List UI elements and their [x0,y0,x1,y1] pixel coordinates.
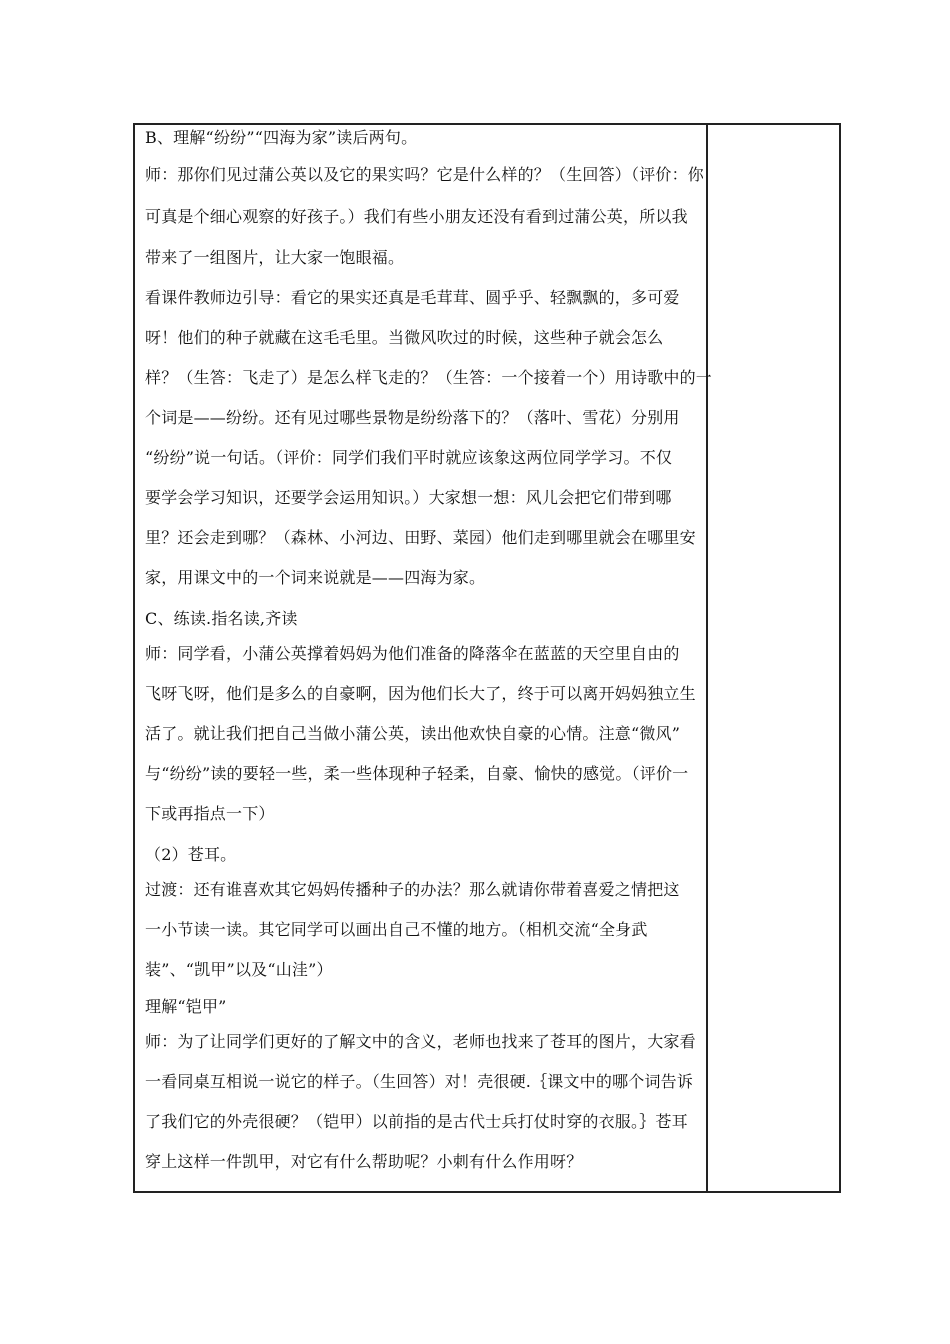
text-line: 里？还会走到哪？（森林、小河边、田野、菜园）他们走到哪里就会在哪里安 [145,528,696,547]
lesson-table [133,123,841,1193]
text-line: 活了。就让我们把自己当做小蒲公英，读出他欢快自豪的心情。注意“微风” [145,724,681,743]
text-line: 带来了一组图片，让大家一饱眼福。 [145,248,405,267]
text-line: 装”、“凯甲”以及“山洼”） [145,960,333,979]
text-line: 样？（生答：飞走了）是怎么样飞走的？（生答：一个接着一个）用诗歌中的一 [145,368,713,387]
text-line: 师：那你们见过蒲公英以及它的果实吗？它是什么样的？（生回答）（评价：你 [145,165,705,184]
text-line: C、练读.指名读,齐读 [145,609,298,628]
column-divider [706,125,708,1191]
text-line: 个词是——纷纷。还有见过哪些景物是纷纷落下的？（落叶、雪花）分别用 [145,408,680,427]
text-line: 与“纷纷”读的要轻一些，柔一些体现种子轻柔，自豪、愉快的感觉。（评价一 [145,764,689,783]
text-line: 过渡：还有谁喜欢其它妈妈传播种子的办法？那么就请你带着喜爱之情把这 [145,880,680,899]
text-line: 师：同学看，小蒲公英撑着妈妈为他们准备的降落伞在蓝蓝的天空里自由的 [145,644,680,663]
text-line: 呀！他们的种子就藏在这毛毛里。当微风吹过的时候，这些种子就会怎么 [145,328,664,347]
text-line: 穿上这样一件凯甲，对它有什么帮助呢？小刺有什么作用呀？ [145,1152,583,1171]
text-line: “纷纷”说一句话。（评价：同学们我们平时就应该象这两位同学学习。不仅 [145,448,673,467]
text-line: 看课件教师边引导：看它的果实还真是毛茸茸、圆乎乎、轻飘飘的，多可爱 [145,288,680,307]
text-line: 了我们它的外壳很硬？（铠甲）以前指的是古代士兵打仗时穿的衣服。｝苍耳 [145,1112,688,1131]
text-line: 飞呀飞呀，他们是多么的自豪啊，因为他们长大了，终于可以离开妈妈独立生 [145,684,696,703]
text-line: 理解“铠甲” [145,997,227,1016]
lesson-content-cell [145,125,713,1191]
text-line: 下或再指点一下） [145,804,275,823]
text-line: 师：为了让同学们更好的了解文中的含义，老师也找来了苍耳的图片，大家看 [145,1032,696,1051]
text-line: 一看同桌互相说一说它的样子。（生回答）对！壳很硬.｛课文中的哪个词告诉 [145,1072,694,1091]
text-line: B、理解“纷纷”“四海为家”读后两句。 [145,128,418,147]
text-line: 一小节读一读。其它同学可以画出自己不懂的地方。（相机交流“全身武 [145,920,648,939]
text-line: 要学会学习知识，还要学会运用知识。）大家想一想：风儿会把它们带到哪 [145,488,672,507]
notes-cell [709,125,839,1191]
text-line: 家，用课文中的一个词来说就是——四海为家。 [145,568,486,587]
text-line: （2）苍耳。 [145,845,237,864]
text-line: 可真是个细心观察的好孩子。）我们有些小朋友还没有看到过蒲公英，所以我 [145,207,688,226]
